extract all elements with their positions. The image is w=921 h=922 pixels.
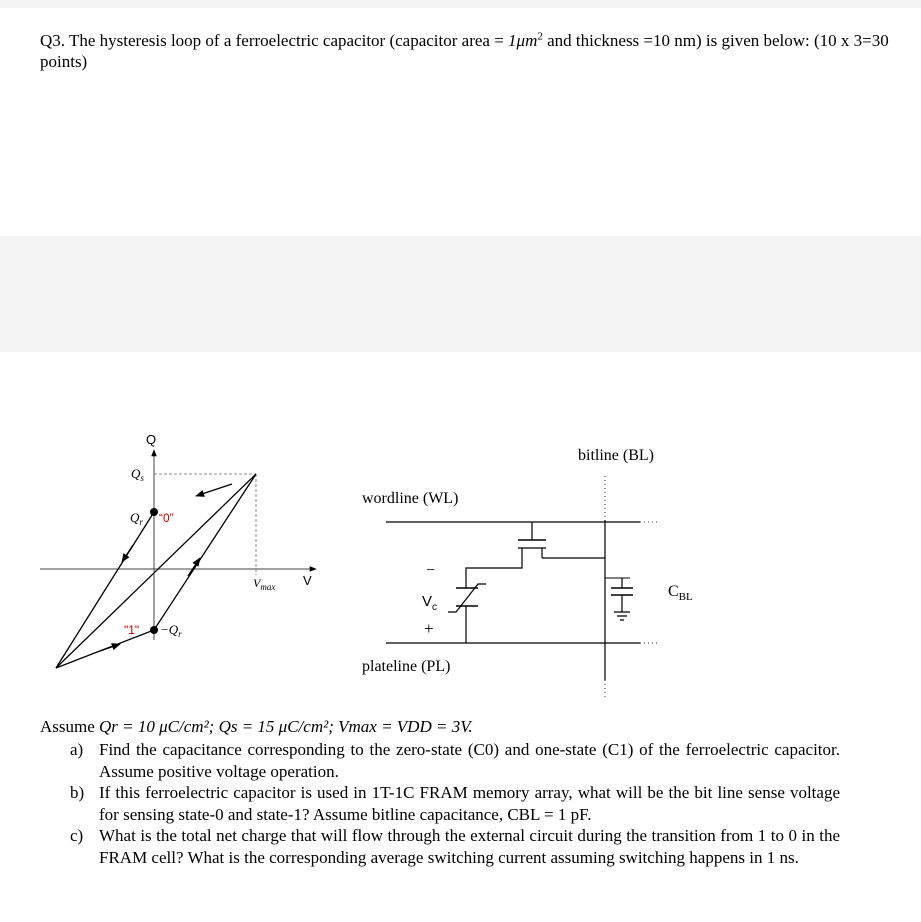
plus-sign: +	[424, 619, 434, 638]
state0-label: “0”	[159, 511, 174, 525]
loop-inner-line	[56, 512, 154, 668]
state1-label: "1"	[124, 623, 140, 637]
area-exponent: 2	[537, 30, 543, 43]
qr-label: $Q_r$	[130, 510, 143, 527]
ground-icon	[614, 612, 630, 620]
loop-arrow-left	[122, 545, 133, 562]
cbl-label: $C_{BL}$	[668, 583, 693, 603]
part-a-label: a)	[70, 740, 84, 759]
wordline-label: wordline (WL)	[362, 490, 459, 507]
v-axis-label: V	[303, 573, 312, 588]
part-c	[70, 825, 840, 868]
figure	[0, 352, 921, 712]
q-axis-label: Q	[146, 432, 157, 447]
loop-arrow-top	[196, 484, 232, 496]
loop-curve	[56, 474, 256, 668]
question-title: Q3. The hysteresis loop of a ferroelectric capacitor (capacitor area = $1\mu m^2$ and thickness =10 nm) is given below: (10 x 3=30 points)	[40, 30, 889, 71]
fram-cell-circuit	[362, 447, 693, 700]
part-a-text: Find the capacitance corresponding to the zero-state (C0) and one-state (C1) of the ferroelectric capacitor. Assume positive voltage operation.	[99, 740, 840, 781]
transistor-channel	[518, 548, 546, 558]
part-b	[70, 782, 840, 825]
plateline-label: plateline (PL)	[362, 658, 451, 675]
loop-arrow-bottom	[100, 644, 120, 651]
vmax-label: $V_{max}$	[253, 576, 276, 592]
part-c-label: c)	[70, 826, 84, 845]
assumptions: Assume Qr = 10 μC/cm²; Qs = 15 μC/cm²; Vmax = VDD = 3V.	[40, 717, 473, 736]
state1-dot	[150, 626, 158, 634]
hysteresis-loop	[40, 432, 316, 668]
minus-sign: −	[426, 562, 436, 579]
state0-dot	[150, 508, 158, 516]
neg-qr-label: $-Q_r$	[160, 622, 182, 639]
assumptions-values: Qr = 10 μC/cm²; Qs = 15 μC/cm²; Vmax = VDD = 3V.	[99, 717, 473, 736]
transistor-source-wire	[466, 558, 522, 578]
loop-arrow-right	[188, 558, 200, 576]
part-c-text: What is the total net charge that will flow through the external circuit during the transition from 1 to 0 in the FRAM cell? What is the corresponding average switching current assuming switching happens in 1 ns.	[99, 826, 840, 867]
area-value: 1μm	[508, 31, 538, 50]
part-a	[70, 739, 840, 782]
top-gap	[0, 0, 921, 8]
vc-label: $V_c$	[422, 593, 438, 613]
bitline-label: bitline (BL)	[578, 447, 654, 464]
part-b-label: b)	[70, 783, 85, 802]
part-b-text: If this ferroelectric capacitor is used in 1T-1C FRAM memory array, what will be the bit line sense voltage for sensing state-0 and state-1? Assume bitline capacitance, CBL = 1 pF.	[99, 783, 840, 824]
qs-label: $Q_s$	[131, 466, 144, 483]
